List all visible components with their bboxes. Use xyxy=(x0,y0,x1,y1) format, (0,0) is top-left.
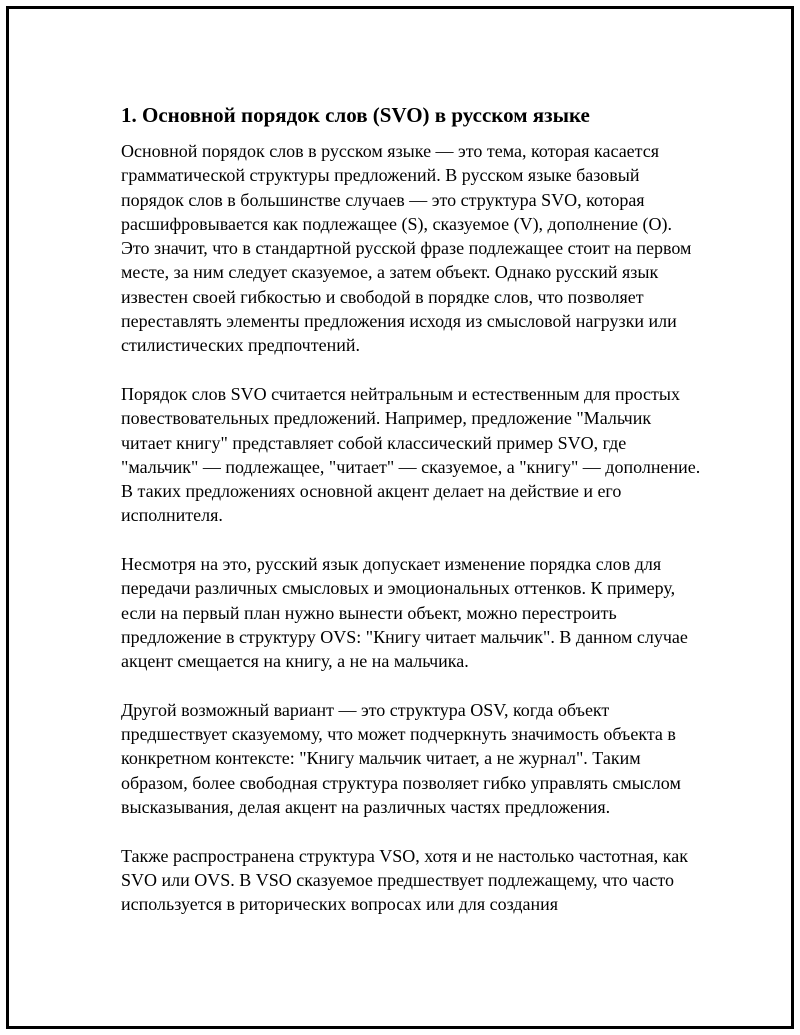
paragraph-4: Другой возможный вариант — это структура OSV, когда объект предшествует сказуемому, что может подчеркнуть значимость объекта в конкретном контексте: "Книгу мальчик читает, а не журнал". Таким образом, более свободная структура позволяет гибко управлять смыслом высказывания, делая акцент на различных частях предложения. xyxy=(121,699,681,818)
document-body xyxy=(121,101,701,917)
paragraph-2: Порядок слов SVO считается нейтральным и естественным для простых повествовательных предложений. Например, предложение "Мальчик читает книгу" представляет собой классический пример SVO, где "мальчик" — подлежащее, "читает" — сказуемое, а "книгу" — дополнение. В таких предложениях основной акцент делает на действие и его исполнителя. xyxy=(121,383,701,526)
paragraph-3: Несмотря на это, русский язык допускает изменение порядка слов для передачи различных смысловых и эмоциональных оттенков. К примеру, если на первый план нужно вынести объект, можно перестроить предложение в структуру OVS: "Книгу читает мальчик". В данном случае акцент смещается на книгу, а не на мальчика. xyxy=(121,554,688,672)
page-frame xyxy=(6,6,794,1029)
paragraph-1: Основной порядок слов в русском языке — это тема, которая касается грамматической структуры предложений. В русском языке базовый порядок слов в большинстве случаев — это структура SVO, которая расшифровывается как подлежащее (S), сказуемое (V), дополнение (O). Это значит, что в стандартной русской фразе подлежащее стоит на первом месте, за ним следует сказуемое, а затем объект. Однако русский язык известен своей гибкостью и свободой в порядке слов, что позволяет переставлять элементы предложения исходя из смысловой нагрузки или стилистических предпочтений. xyxy=(121,141,692,356)
paragraph-5: Также распространена структура VSO, хотя и не настолько частотная, как SVO или OVS. В VSO сказуемое предшествует подлежащему, что часто используется в риторических вопросах или для создания xyxy=(121,845,688,915)
section-heading: 1. Основной порядок слов (SVO) в русском языке xyxy=(121,103,590,127)
